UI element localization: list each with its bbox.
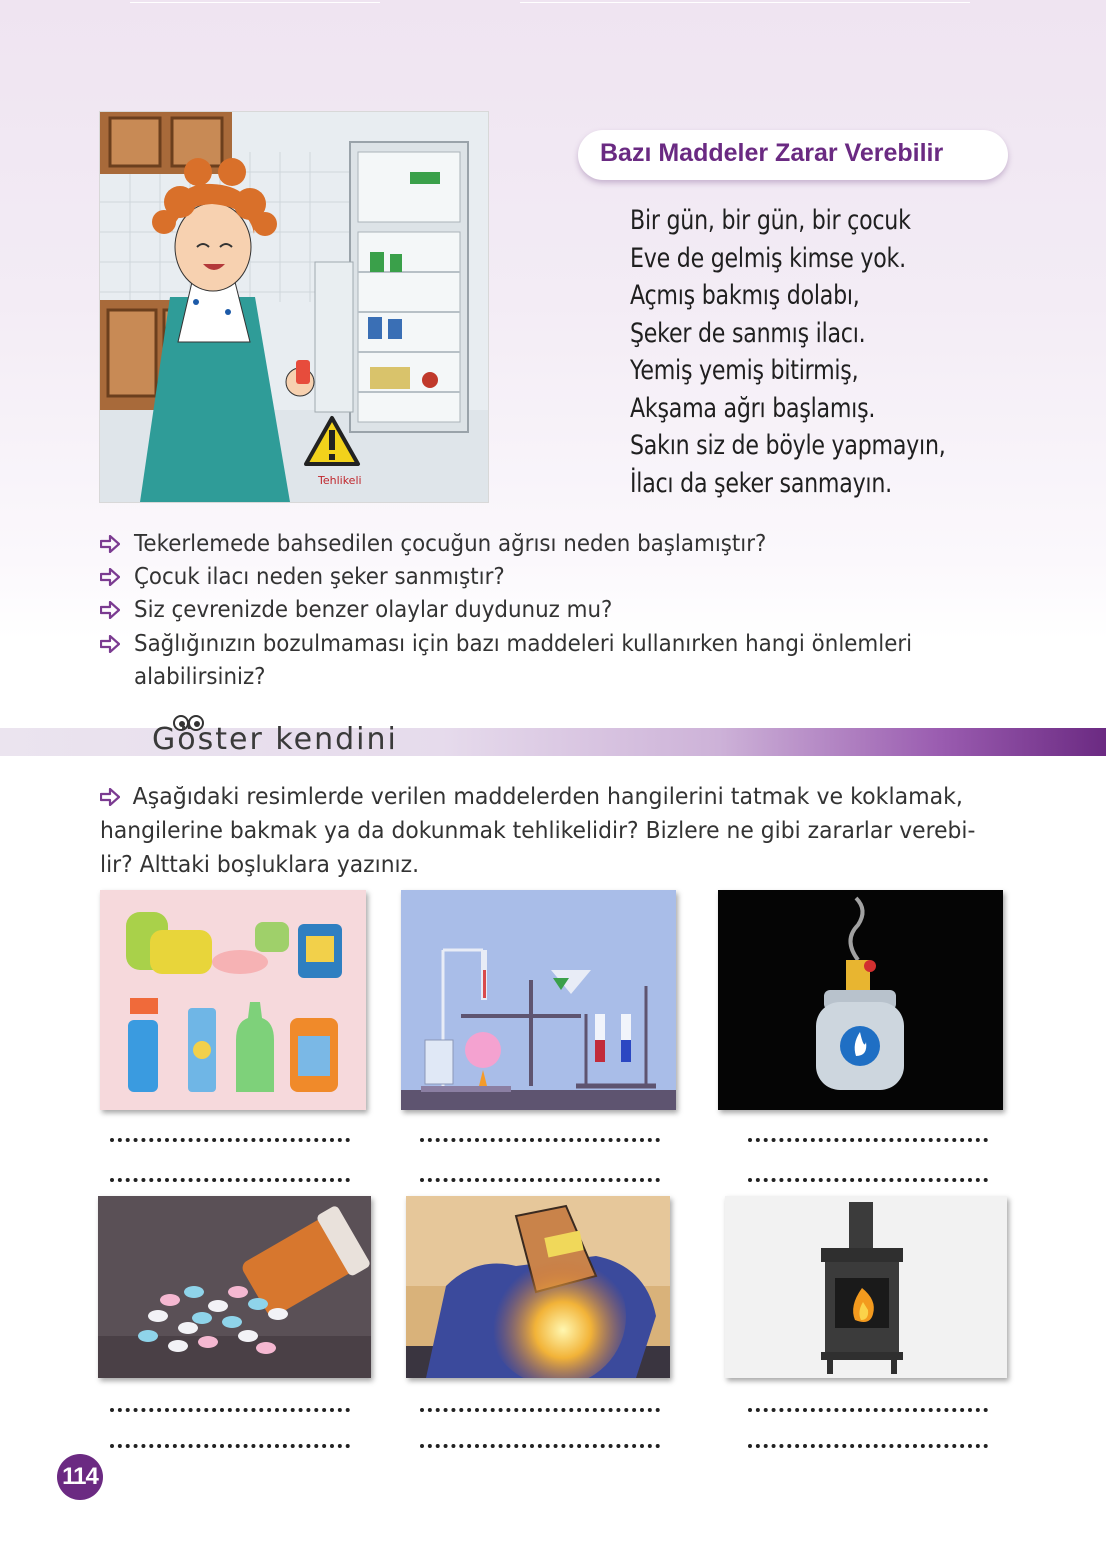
girl-fridge-illustration [100,112,488,502]
stove-picture [725,1196,1007,1378]
answer-line[interactable] [748,1430,988,1448]
question-text: Çocuk ilacı neden şeker sanmıştır? [134,564,505,590]
question-text: Sağlığınızın bozulmaması için bazı maddeleri kullanırken hangi önlemleri [134,631,913,657]
section-title: Göster kendini [152,722,398,757]
poem-line: Bir gün, bir gün, bir çocuk [630,205,911,236]
question-text: Siz çevrenizde benzer olaylar duydunuz mu? [134,597,613,623]
poem [630,205,1010,505]
question-text: Tekerlemede bahsedilen çocuğun ağrısı neden başlamıştır? [134,531,767,557]
instruction-line: Aşağıdaki resimlerde verilen maddelerden hangilerini tatmak ve koklamak, [132,784,963,810]
cleaning-products-picture [100,890,366,1110]
instruction-line: hangilerine bakmak ya da dokunmak tehlikelidir? Bizlere ne gibi zararlar verebi- [100,818,976,844]
poem-line: Şeker de sanmış ilacı. [630,317,866,349]
answer-line[interactable] [420,1430,660,1448]
instruction-line: lir? Alttaki boşluklara yazınız. [100,852,420,878]
answer-line[interactable] [110,1124,350,1142]
poem-line: Yemiş yemiş bitirmiş, [630,355,859,386]
arrow-right-icon [100,635,120,653]
question-item [100,528,1030,561]
arrow-right-icon [100,568,120,586]
title-pill [578,130,1008,180]
gas-cylinder-picture [718,890,1003,1110]
question-item [100,628,1030,694]
answer-line[interactable] [110,1430,350,1448]
warning-label: Tehlikeli [318,474,362,487]
top-line-right [520,2,970,3]
poem-line: Açmış bakmış dolabı, [630,280,860,311]
top-line-left [130,2,380,3]
poem-line: Sakın siz de böyle yapmayın, [630,430,946,461]
answer-line[interactable] [110,1164,350,1182]
question-item [100,561,1030,594]
arrow-right-icon [100,535,120,553]
question-text-continued: alabilirsiniz? [134,664,266,690]
answer-line[interactable] [420,1164,660,1182]
poem-line: Eve de gelmiş kimse yok. [630,242,906,274]
pills-picture [98,1196,371,1378]
page-title: Bazı Maddeler Zarar Verebilir [600,139,944,167]
arrow-right-icon [100,601,120,619]
answer-line[interactable] [420,1394,660,1412]
answer-line[interactable] [748,1164,988,1182]
question-item [100,594,1030,627]
answer-line[interactable] [420,1124,660,1142]
page-number: 114 [57,1454,103,1500]
answer-line[interactable] [748,1124,988,1142]
laboratory-picture [401,890,676,1110]
poem-line: Akşama ağrı başlamış. [630,392,876,424]
answer-line[interactable] [110,1394,350,1412]
instruction [100,780,1002,882]
welding-picture [406,1196,670,1378]
answer-line[interactable] [748,1394,988,1412]
poem-line: İlacı da şeker sanmayın. [630,467,892,499]
